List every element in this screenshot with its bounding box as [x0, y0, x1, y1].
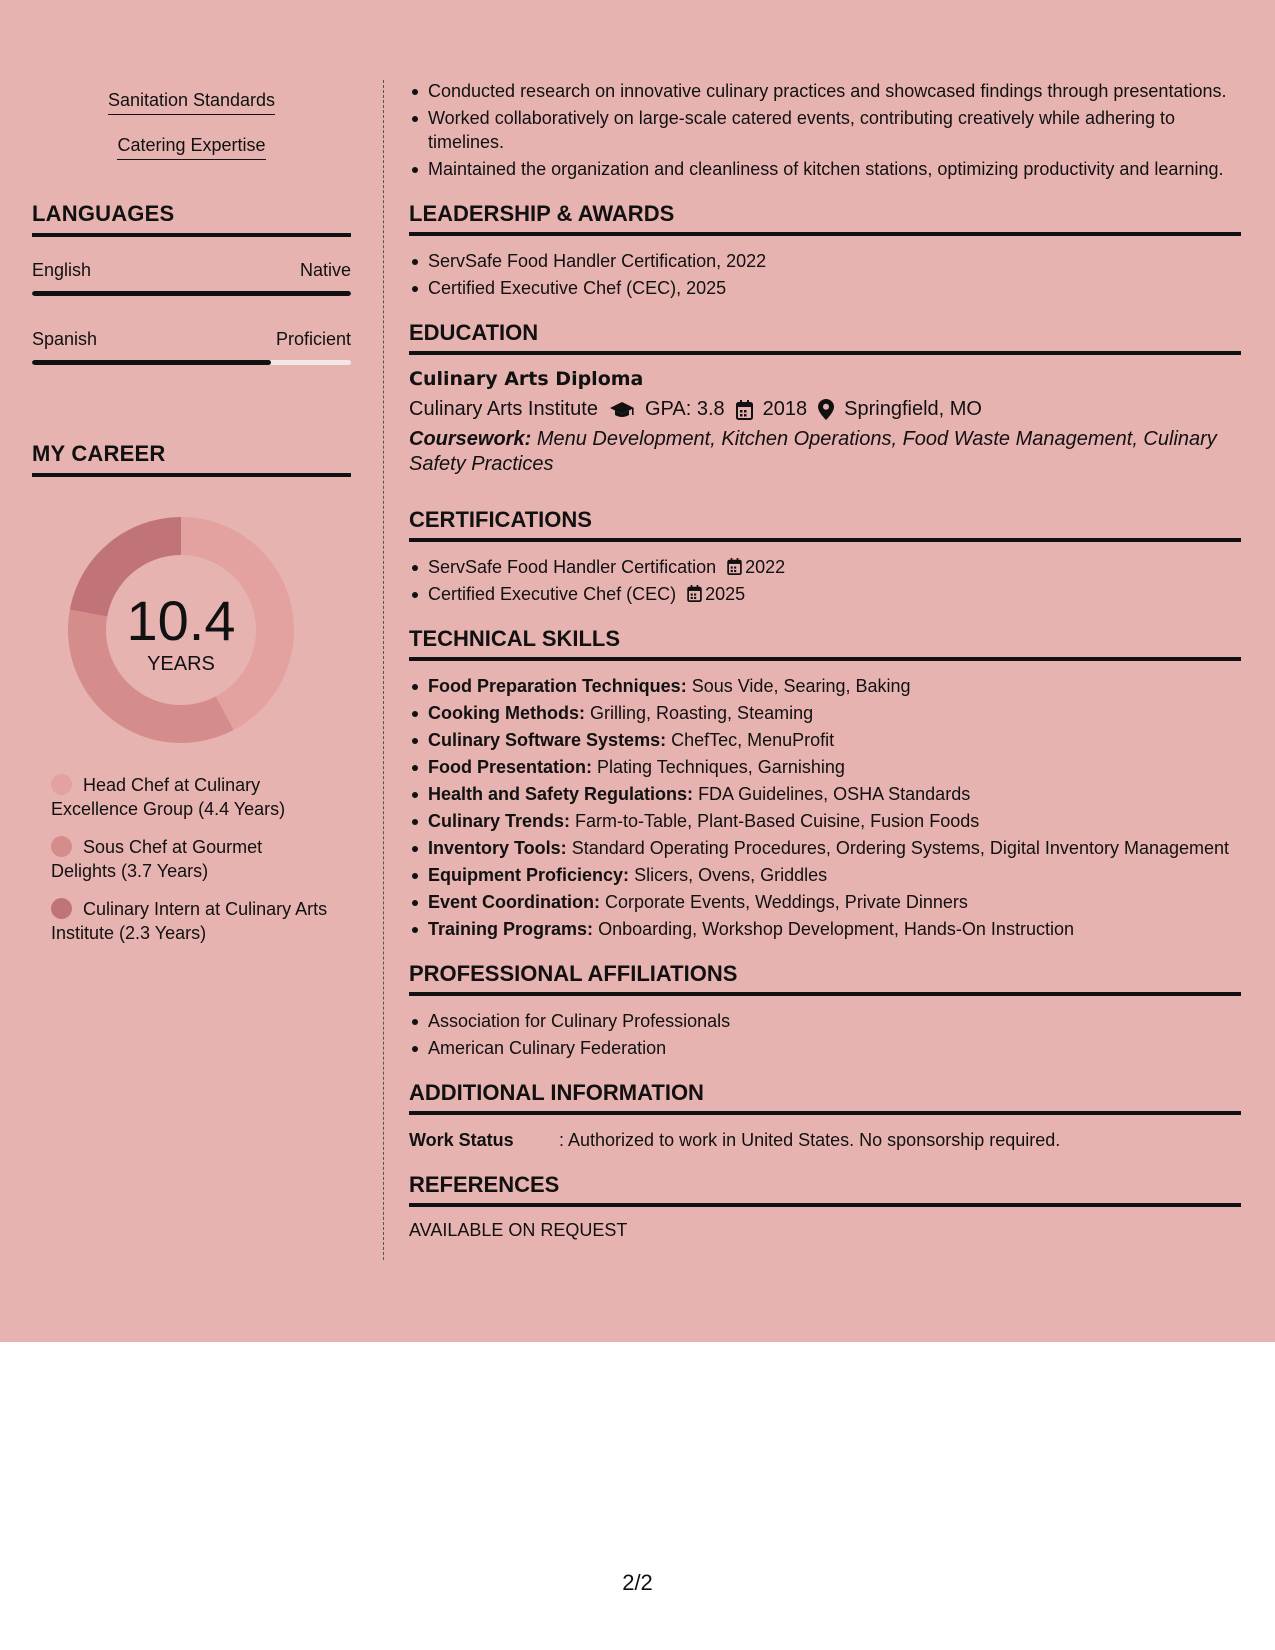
skill-tag-label: Sanitation Standards	[108, 88, 275, 115]
technical-skills-list	[409, 674, 1241, 941]
work-status-key: Work Status	[409, 1130, 514, 1150]
legend-swatch	[51, 836, 72, 857]
skill-key: Culinary Trends:	[428, 811, 571, 831]
education-year: 2018	[762, 398, 808, 420]
leadership-item: Certified Executive Chef (CEC), 2025	[409, 276, 1241, 300]
language-level: Native	[299, 260, 351, 280]
technical-skill-item	[409, 890, 1241, 914]
technical-skill-item	[409, 674, 1241, 698]
certification-name: ServSafe Food Handler Certification	[428, 557, 717, 577]
certification-item	[409, 582, 1241, 606]
calendar-icon	[736, 400, 753, 420]
main-content	[409, 79, 1241, 1241]
career-heading: MY CAREER	[32, 441, 351, 477]
skill-key: Inventory Tools:	[428, 838, 567, 858]
skill-value: ChefTec, MenuProfit	[671, 730, 835, 750]
technical-skill-item	[409, 728, 1241, 752]
education-school: Culinary Arts Institute	[409, 398, 598, 420]
career-total-years: 10.4	[126, 589, 236, 652]
graduation-cap-icon	[609, 400, 635, 420]
skill-key: Equipment Proficiency:	[428, 865, 630, 885]
page-number: 2/2	[622, 1570, 653, 1595]
skill-value: Slicers, Ovens, Griddles	[634, 865, 828, 885]
skill-value: Plating Techniques, Garnishing	[597, 757, 845, 777]
technical-skill-item	[409, 701, 1241, 725]
legend-swatch	[51, 898, 72, 919]
experience-bullets	[409, 79, 1241, 181]
affiliations-list	[409, 1009, 1241, 1060]
language-row	[32, 260, 351, 281]
donut-center	[66, 515, 296, 745]
certifications-list	[409, 555, 1241, 606]
technical-skill-item	[409, 836, 1241, 860]
skill-value: Corporate Events, Weddings, Private Dinners	[605, 892, 968, 912]
certification-item	[409, 555, 1241, 579]
legend-swatch	[51, 774, 72, 795]
technical-skill-item	[409, 863, 1241, 887]
career-legend	[51, 773, 331, 945]
language-row	[32, 329, 351, 350]
certification-year: 2022	[745, 557, 786, 577]
legend-item	[51, 897, 331, 945]
language-name: English	[32, 260, 92, 280]
experience-bullet: Conducted research on innovative culinary practices and showcased findings through presentations.	[409, 79, 1241, 103]
legend-label: Culinary Intern at Culinary Arts Institute (2.3 Years)	[51, 899, 328, 943]
references-heading: REFERENCES	[409, 1172, 1241, 1207]
skill-value: Grilling, Roasting, Steaming	[590, 703, 814, 723]
language-level: Proficient	[275, 329, 351, 349]
languages-heading: LANGUAGES	[32, 201, 351, 237]
certification-year: 2025	[705, 584, 746, 604]
skill-value: Sous Vide, Searing, Baking	[691, 676, 911, 696]
technical-skill-item	[409, 782, 1241, 806]
skill-value: Onboarding, Workshop Development, Hands-On Instruction	[598, 919, 1074, 939]
affiliation-item: Association for Culinary Professionals	[409, 1009, 1241, 1033]
skill-key: Food Preparation Techniques:	[428, 676, 687, 696]
skill-key: Culinary Software Systems:	[428, 730, 667, 750]
language-name: Spanish	[32, 329, 98, 349]
skill-key: Health and Safety Regulations:	[428, 784, 694, 804]
references-text: AVAILABLE ON REQUEST	[409, 1220, 628, 1240]
technical-skill-item	[409, 809, 1241, 833]
coursework-label: Coursework:	[409, 428, 532, 450]
career-total-unit: YEARS	[147, 653, 215, 675]
affiliations-heading: PROFESSIONAL AFFILIATIONS	[409, 961, 1241, 996]
column-divider	[383, 80, 384, 1260]
legend-item	[51, 835, 331, 883]
leadership-item: ServSafe Food Handler Certification, 2022	[409, 249, 1241, 273]
certifications-heading: CERTIFICATIONS	[409, 507, 1241, 542]
leadership-heading: LEADERSHIP & AWARDS	[409, 201, 1241, 236]
education-degree: Culinary Arts Diploma	[409, 368, 644, 390]
language-bar-fill	[32, 291, 351, 296]
legend-item	[51, 773, 331, 821]
location-pin-icon	[818, 399, 834, 420]
language-bar	[32, 291, 351, 296]
leadership-list	[409, 249, 1241, 300]
education-meta	[409, 398, 1241, 421]
legend-label: Sous Chef at Gourmet Delights (3.7 Years)	[51, 837, 263, 881]
work-status-value: : Authorized to work in United States. No sponsorship required.	[559, 1130, 1061, 1150]
technical-skill-item	[409, 755, 1241, 779]
skill-key: Event Coordination:	[428, 892, 600, 912]
skill-key: Food Presentation:	[428, 757, 593, 777]
legend-label: Head Chef at Culinary Excellence Group (4.4 Years)	[51, 775, 286, 819]
calendar-icon	[727, 558, 742, 575]
coursework-list: Menu Development, Kitchen Operations, Food Waste Management, Culinary Safety Practices	[409, 428, 1217, 475]
experience-bullet: Worked collaboratively on large-scale catered events, contributing creatively while adhering to timelines.	[409, 106, 1241, 154]
education-location: Springfield, MO	[844, 398, 982, 420]
experience-bullet: Maintained the organization and cleanliness of kitchen stations, optimizing productivity and learning.	[409, 157, 1241, 181]
skill-tag	[32, 88, 351, 115]
technical-skills-heading: TECHNICAL SKILLS	[409, 626, 1241, 661]
left-sidebar	[32, 80, 351, 959]
skill-tag	[32, 133, 351, 160]
affiliation-item: American Culinary Federation	[409, 1036, 1241, 1060]
career-donut-chart	[66, 515, 296, 745]
skill-value: Farm-to-Table, Plant-Based Cuisine, Fusion Foods	[575, 811, 980, 831]
technical-skill-item	[409, 917, 1241, 941]
skill-key: Training Programs:	[428, 919, 594, 939]
education-coursework	[409, 427, 1241, 477]
skill-value: Standard Operating Procedures, Ordering Systems, Digital Inventory Management	[571, 838, 1230, 858]
additional-info-heading: ADDITIONAL INFORMATION	[409, 1080, 1241, 1115]
certification-name: Certified Executive Chef (CEC)	[428, 584, 677, 604]
calendar-icon	[687, 585, 702, 602]
skill-value: FDA Guidelines, OSHA Standards	[698, 784, 971, 804]
education-heading: EDUCATION	[409, 320, 1241, 355]
education-gpa: GPA: 3.8	[644, 398, 725, 420]
language-bar-fill	[32, 360, 271, 365]
skill-key: Cooking Methods:	[428, 703, 585, 723]
work-status-row	[409, 1128, 1241, 1152]
language-bar	[32, 360, 351, 365]
skill-tag-label: Catering Expertise	[117, 133, 265, 160]
